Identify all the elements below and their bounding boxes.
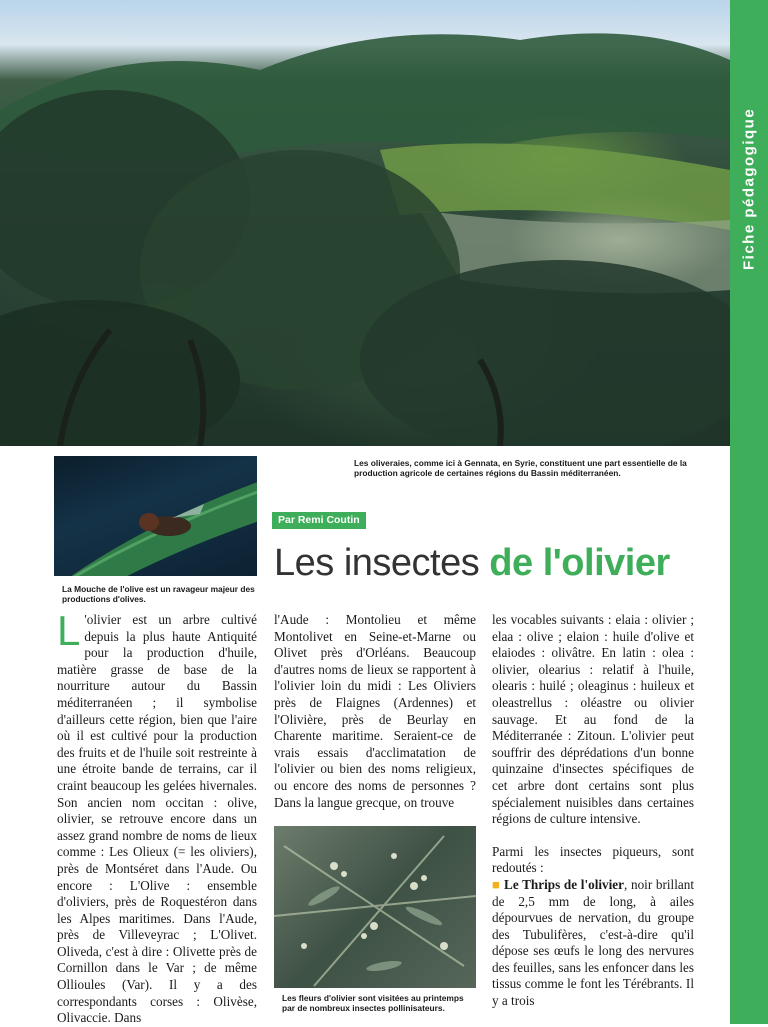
thrips-heading: Le Thrips de l'olivier: [504, 876, 625, 892]
olive-flowers-photo: [274, 826, 476, 988]
article-title: [274, 539, 714, 587]
section-sidebar: [730, 0, 768, 1024]
olive-fly-illustration: [54, 456, 257, 576]
article-column-1: [57, 607, 257, 1027]
olive-grove-photo: [0, 0, 730, 446]
bullet-square-icon: ■: [492, 876, 501, 892]
article-column-2: [274, 612, 476, 811]
article-column-3: [492, 612, 694, 1010]
title-part-1: Les insectes: [274, 542, 480, 584]
fly-caption: La Mouche de l'olive est un ravageur majeur des productions d'olives.: [62, 584, 255, 604]
olive-grove-illustration: [0, 0, 730, 446]
hero-caption: Les oliveraies, comme ici à Gennata, en Syrie, constituent une part essentielle de la production agricole de certaines régions du Bassin méditerranéen.: [354, 458, 687, 478]
thrips-paragraph: [492, 877, 694, 1010]
olive-flowers-illustration: [274, 826, 476, 988]
olive-fly-photo: [54, 456, 257, 576]
column-1-text: 'olivier est un arbre cultivé depuis la plus haute Antiquité pour la production d'huile, matière grasse de base de la nourriture autour du Bassin méditerranéen ; il symbolise d'ailleurs cette région, bien que l'aire où il est cultivé pour la production des fruits et de l'huile soit restreinte à une étroite bande de terrains, car il craint beaucoup les gelées hivernales. Son ancien nom occitan : olive, olivier, se retrouve encore dans un assez grand nombre de noms de lieux comme : Les Olieux (= les oliviers), près de Montséret dans l'Aude. Ou encore : L'Olive : ensemble d'oliviers, près de Roquestéron dans les Alpes maritimes. Dans l'Aude, près de Villeveyrac ; L'Olivet. Oliveda, c'est à dire : Olivette près de Cornillon dans le Var ; de même Ollioules (Var). Il y a des correspondants corses : Olivèse, Olivaccie. Dans: [57, 612, 257, 1026]
column-2-text: l'Aude : Montolieu et même Montolivet en Seine-et-Marne ou Olivet près d'Orléans. Beaucoup d'autres noms de lieux se rapportent à l'olivier loin du midi : Les Oliviers près de Flaignes (Ardennes) et l'Olivière, près de Beurlay en Charente maritime. Seraient-ce de vrais essais d'acclimatation de l'olivier ou bien des noms religieux, ou encore des noms de personnes ? Dans la langue grecque, on trouve: [274, 612, 476, 810]
flowers-caption: Les fleurs d'olivier sont visitées au printemps par de nombreux insectes pollinisateurs.: [282, 993, 464, 1013]
column-3-text: les vocables suivants : elaia : olivier ; elaa : olive ; elaion : huile d'olive et elaiodes : olivâtre. En latin : olea : olivier, olearius : relatif à l'huile, olearis : huilé ; oleaginus : huileux et oleastrellus : oléastre ou olivier sauvage. Et au fond de la Méditerranée : Zitoun. L'olivier peut souffrir des déprédations d'un bonne quinzaine d'insectes spécifiques de cet arbre dont certains sont plus spécialement nuisibles dans certaines régions de culture intensive.: [492, 612, 694, 827]
author-badge: Par Remi Coutin: [272, 512, 366, 529]
drop-cap: L: [57, 607, 81, 654]
column-3-intro: Parmi les insectes piqueurs, sont redoutés :: [492, 843, 694, 876]
thrips-text: , noir brillant de 2,5 mm de long, à ailes dépourvues de nervation, du groupe des Tubulifères, c'est-à-dire qu'il dépose ses œufs le long des nervures des feuilles, sans les enfoncer dans les tissus comme le font les Térébrants. Il y a trois: [492, 876, 695, 1009]
section-label: Fiche pédagogique: [740, 107, 758, 270]
title-part-2: de l'olivier: [489, 542, 670, 584]
